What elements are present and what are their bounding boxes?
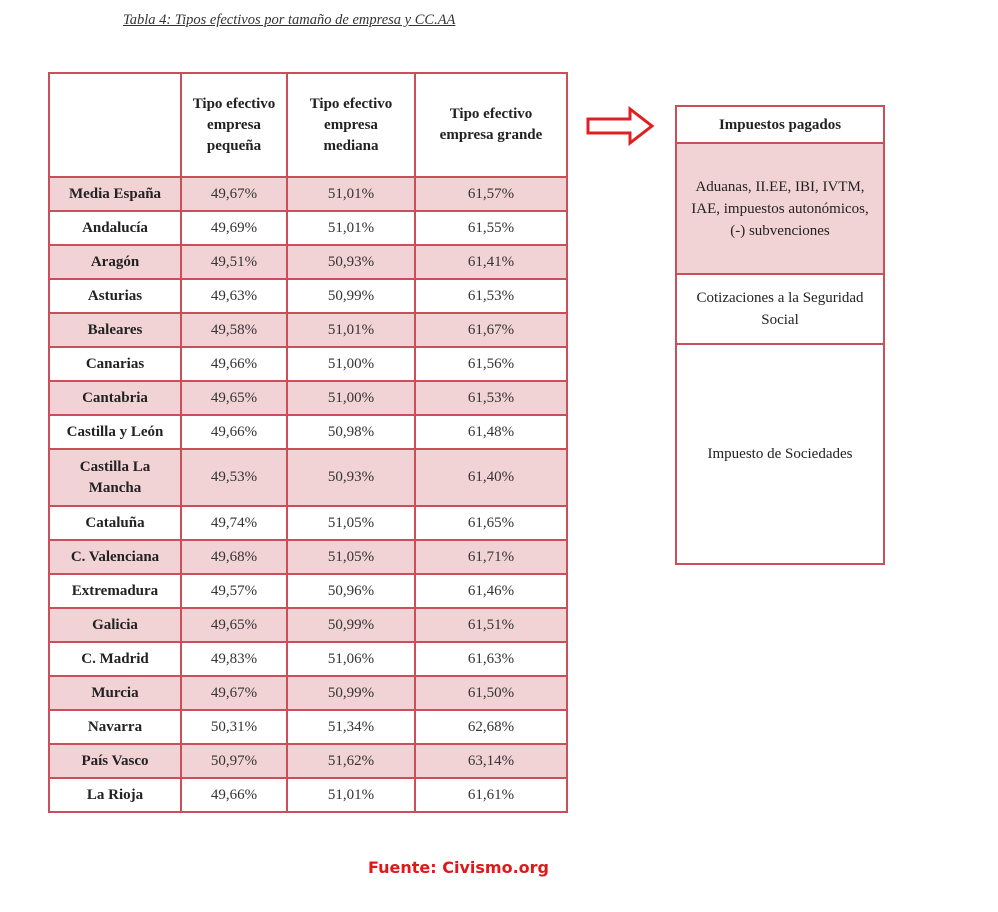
source-label: Fuente: Civismo.org [368, 858, 549, 877]
large-company-rate-cell: 62,68% [415, 710, 567, 744]
table-caption: Tabla 4: Tipos efectivos por tamaño de empresa y CC.AA [123, 12, 456, 28]
table-row [49, 381, 567, 415]
table-row [49, 313, 567, 347]
small-company-rate-cell: 49,68% [181, 540, 287, 574]
large-company-rate-cell: 61,46% [415, 574, 567, 608]
medium-company-rate-cell: 51,06% [287, 642, 415, 676]
small-company-rate-cell: 49,57% [181, 574, 287, 608]
small-company-rate-cell: 49,66% [181, 778, 287, 812]
region-cell: Extremadura [49, 574, 181, 608]
table-row [49, 177, 567, 211]
small-company-rate-cell: 49,74% [181, 506, 287, 540]
large-company-rate-cell: 61,67% [415, 313, 567, 347]
medium-company-rate-cell: 50,96% [287, 574, 415, 608]
taxes-paid-header: Impuestos pagados [676, 106, 884, 143]
medium-company-rate-cell: 51,01% [287, 177, 415, 211]
medium-company-rate-cell: 50,99% [287, 676, 415, 710]
medium-company-rate-cell: 51,34% [287, 710, 415, 744]
region-cell: Cataluña [49, 506, 181, 540]
medium-company-rate-cell: 50,99% [287, 279, 415, 313]
table-row [49, 347, 567, 381]
region-cell: Galicia [49, 608, 181, 642]
header-cell-pequena [181, 73, 287, 177]
medium-company-rate-cell: 50,98% [287, 415, 415, 449]
small-company-rate-cell: 49,69% [181, 211, 287, 245]
large-company-rate-cell: 61,61% [415, 778, 567, 812]
small-company-rate-cell: 49,58% [181, 313, 287, 347]
medium-company-rate-cell: 50,93% [287, 245, 415, 279]
small-company-rate-cell: 49,63% [181, 279, 287, 313]
table-row [49, 676, 567, 710]
medium-company-rate-cell: 51,62% [287, 744, 415, 778]
table-row [49, 744, 567, 778]
region-cell: Canarias [49, 347, 181, 381]
header-label-pequena: Tipo efectivo empresa pequeña [192, 95, 276, 154]
medium-company-rate-cell: 51,05% [287, 506, 415, 540]
region-cell: C. Valenciana [49, 540, 181, 574]
large-company-rate-cell: 61,41% [415, 245, 567, 279]
table-row [49, 245, 567, 279]
region-cell: Navarra [49, 710, 181, 744]
large-company-rate-cell: 61,57% [415, 177, 567, 211]
region-cell: Murcia [49, 676, 181, 710]
large-company-rate-cell: 61,65% [415, 506, 567, 540]
small-company-rate-cell: 49,83% [181, 642, 287, 676]
small-company-rate-cell: 50,31% [181, 710, 287, 744]
table-row [49, 211, 567, 245]
header-cell-region [49, 73, 181, 177]
large-company-rate-cell: 63,14% [415, 744, 567, 778]
right-arrow-icon [586, 106, 656, 146]
region-cell: Aragón [49, 245, 181, 279]
small-company-rate-cell: 49,65% [181, 381, 287, 415]
large-company-rate-cell: 61,55% [415, 211, 567, 245]
region-cell: Baleares [49, 313, 181, 347]
table-row [49, 608, 567, 642]
taxes-item-social-security: Cotizaciones a la Seguridad Social [676, 274, 884, 344]
region-cell: Media España [49, 177, 181, 211]
medium-company-rate-cell: 51,00% [287, 381, 415, 415]
large-company-rate-cell: 61,71% [415, 540, 567, 574]
medium-company-rate-cell: 50,99% [287, 608, 415, 642]
large-company-rate-cell: 61,53% [415, 381, 567, 415]
table-row [49, 415, 567, 449]
small-company-rate-cell: 49,65% [181, 608, 287, 642]
medium-company-rate-cell: 51,01% [287, 313, 415, 347]
small-company-rate-cell: 49,67% [181, 676, 287, 710]
header-label-grande: Tipo efectivo empresa grande [439, 106, 543, 143]
effective-rates-table [48, 72, 568, 813]
region-cell: País Vasco [49, 744, 181, 778]
table-row [49, 642, 567, 676]
table-row [49, 710, 567, 744]
header-cell-mediana [287, 73, 415, 177]
medium-company-rate-cell: 51,05% [287, 540, 415, 574]
table-row [49, 449, 567, 506]
large-company-rate-cell: 61,56% [415, 347, 567, 381]
large-company-rate-cell: 61,48% [415, 415, 567, 449]
small-company-rate-cell: 49,67% [181, 177, 287, 211]
medium-company-rate-cell: 50,93% [287, 449, 415, 506]
medium-company-rate-cell: 51,01% [287, 211, 415, 245]
table-row [49, 540, 567, 574]
region-cell: La Rioja [49, 778, 181, 812]
taxes-paid-table [675, 105, 885, 565]
header-cell-grande [415, 73, 567, 177]
region-cell: Castilla y León [49, 415, 181, 449]
table-row [49, 506, 567, 540]
small-company-rate-cell: 50,97% [181, 744, 287, 778]
small-company-rate-cell: 49,51% [181, 245, 287, 279]
region-cell: Asturias [49, 279, 181, 313]
large-company-rate-cell: 61,63% [415, 642, 567, 676]
small-company-rate-cell: 49,66% [181, 347, 287, 381]
region-cell: Andalucía [49, 211, 181, 245]
large-company-rate-cell: 61,50% [415, 676, 567, 710]
large-company-rate-cell: 61,40% [415, 449, 567, 506]
table-row [49, 279, 567, 313]
large-company-rate-cell: 61,53% [415, 279, 567, 313]
header-label-mediana: Tipo efectivo empresa mediana [309, 95, 393, 154]
small-company-rate-cell: 49,53% [181, 449, 287, 506]
table-row [49, 778, 567, 812]
small-company-rate-cell: 49,66% [181, 415, 287, 449]
taxes-item-corporate: Impuesto de Sociedades [676, 344, 884, 564]
medium-company-rate-cell: 51,00% [287, 347, 415, 381]
taxes-item-other: Aduanas, II.EE, IBI, IVTM, IAE, impuestos autonómicos, (-) subvenciones [676, 143, 884, 274]
region-cell: Cantabria [49, 381, 181, 415]
region-cell: C. Madrid [49, 642, 181, 676]
medium-company-rate-cell: 51,01% [287, 778, 415, 812]
large-company-rate-cell: 61,51% [415, 608, 567, 642]
region-cell: Castilla La Mancha [49, 449, 181, 506]
table-row [49, 574, 567, 608]
